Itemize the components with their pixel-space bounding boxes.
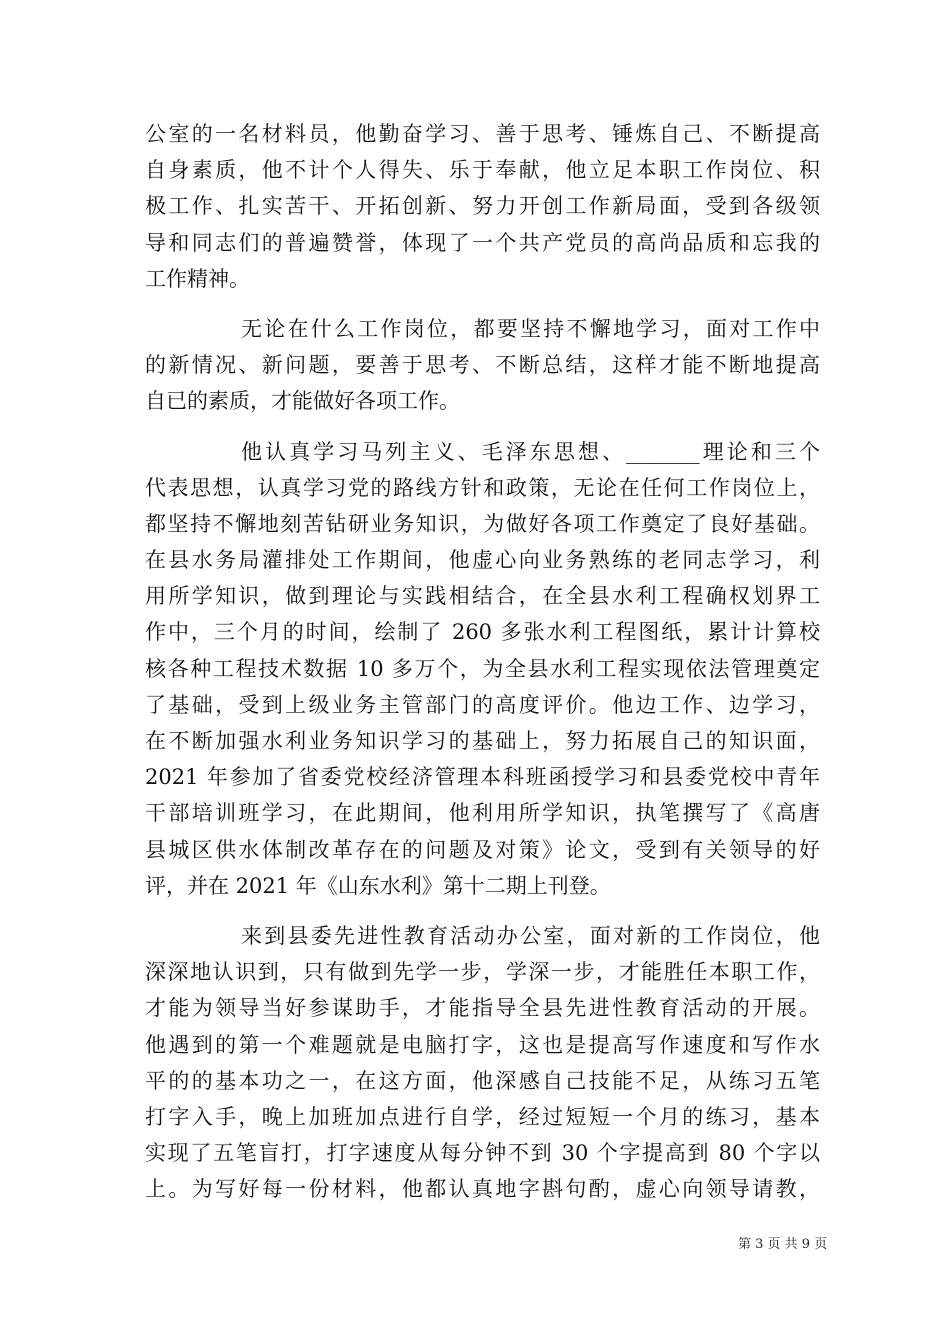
paragraph-3 [145,434,820,904]
text-line: 自身素质，他不计个人得失、乐于奉献，他立足本职工作岗位、积 [145,158,820,183]
text-line: 来到县委先进性教育活动办公室，面对新的工作岗位，他 [241,923,820,948]
document-body [145,116,820,1207]
text-line: 工作精神。 [145,266,250,291]
text-line: 公室的一名材料员，他勤奋学习、善于思考、锤炼自己、不断提高 [145,122,820,146]
paragraph-4 [145,918,820,1208]
text-line: 都坚持不懈地刻苦钻研业务知识，为做好各项工作奠定了良好基础。 [145,511,820,536]
text-line: 深深地认识到，只有做到先学一步，学深一步，才能胜任本职工作， [145,960,820,985]
text-line: 代表思想，认真学习党的路线方针和政策，无论在任何工作岗位上， [145,475,820,500]
text-line: 平的的基本功之一，在这方面，他深感自己技能不足，从练习五笔 [145,1068,820,1093]
text-line: 他认真学习马列主义、毛泽东思想、_______理论和三个 [241,439,820,464]
text-line: 无论在什么工作岗位，都要坚持不懈地学习，面对工作中 [241,316,820,341]
text-line: 了基础，受到上级业务主管部门的高度评价。他边工作、边学习， [145,692,820,717]
paragraph-2 [145,311,820,420]
text-line: 自已的素质，才能做好各项工作。 [145,389,460,414]
paragraph-1 [145,116,820,297]
text-line: 实现了五笔盲打，打字速度从每分钟不到 30 个字提高到 80 个字以 [145,1141,820,1166]
text-line: 县城区供水体制改革存在的问题及对策》论文，受到有关领导的好 [145,837,820,862]
text-line: 核各种工程技术数据 10 多万个，为全县水利工程实现依法管理奠定 [145,656,820,681]
text-line: 的新情况、新问题，要善于思考、不断总结，这样才能不断地提高 [145,353,820,378]
text-line: 打字入手，晚上加班加点进行自学，经过短短一个月的练习，基本 [145,1104,820,1129]
text-line: 导和同志们的普遍赞誉，体现了一个共产党员的高尚品质和忘我的 [145,230,820,255]
text-line: 在县水务局灌排处工作期间，他虚心向业务熟练的老同志学习，利 [145,548,820,573]
text-line: 上。为写好每一份材料，他都认真地字斟句酌，虚心向领导请教， [145,1177,820,1202]
text-line: 干部培训班学习，在此期间，他利用所学知识，执笔撰写了《高唐 [145,801,820,826]
text-line: 才能为领导当好参谋助手，才能指导全县先进性教育活动的开展。 [145,996,820,1021]
text-line: 他遇到的第一个难题就是电脑打字，这也是提高写作速度和写作水 [145,1032,820,1057]
page-number-footer: 第 3 页 共 9 页 [738,1237,828,1252]
text-line: 在不断加强水利业务知识学习的基础上，努力拓展自己的知识面， [145,729,820,753]
text-line: 2021 年参加了省委党校经济管理本科班函授学习和县委党校中青年 [145,765,820,790]
text-line: 极工作、扎实苦干、开拓创新、努力开创工作新局面，受到各级领 [145,194,820,219]
text-line: 评，并在 2021 年《山东水利》第十二期上刊登。 [145,873,611,898]
text-line: 作中，三个月的时间，绘制了 260 多张水利工程图纸，累计计算校 [145,620,820,645]
text-line: 用所学知识，做到理论与实践相结合，在全县水利工程确权划界工 [145,584,820,609]
